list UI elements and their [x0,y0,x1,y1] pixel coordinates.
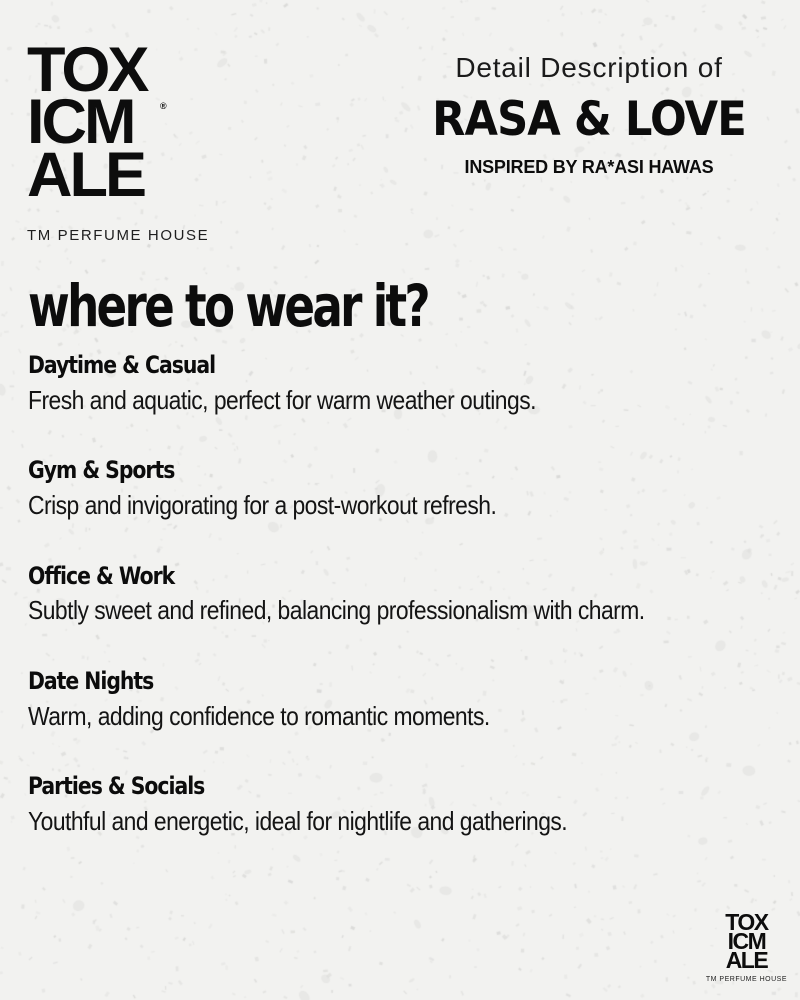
footer-logo-line-2: ICM [727,928,766,955]
section-gym-sports [28,456,768,521]
usage-sections [28,351,768,877]
brand-logo [27,35,209,210]
brand-logo-line-2: ICM [27,87,134,158]
section-daytime-casual [28,351,768,416]
footer-logo-line-3: ALE [725,947,768,974]
footer-tagline: TM PERFUME HOUSE [705,976,787,984]
section-title: Daytime & Casual [28,351,216,379]
section-description: Warm, adding confidence to romantic moments. [28,700,490,731]
section-title: Office & Work [28,561,175,590]
product-name: RASA & LOVE [432,92,746,147]
section-parties-socials [28,772,768,837]
section-office-work [28,562,768,627]
footer-brand [705,909,787,984]
section-title: Parties & Socials [28,772,205,801]
page-title: where to wear it? [28,272,428,340]
section-description: Youthful and energetic, ideal for nightlife and gatherings. [28,805,568,836]
brand-logo-line-3: ALE [27,139,144,210]
header-kicker: Detail Description of [455,52,723,83]
section-description: Fresh and aquatic, perfect for warm weather outings. [28,384,536,415]
section-description: Crisp and invigorating for a post-workout refresh. [28,490,497,521]
section-title: Gym & Sports [28,456,175,485]
footer-logo-line-1: TOX [725,909,768,935]
registered-trademark-icon: ® [160,101,167,111]
brand-tagline: TM PERFUME HOUSE [27,226,210,244]
section-date-nights [28,667,768,732]
product-subtitle: INSPIRED BY RA*ASI HAWAS [464,157,714,177]
header-title-block [416,52,762,178]
section-description: Subtly sweet and refined, balancing professionalism with charm. [28,595,645,626]
brand-logo-line-1: TOX [27,35,147,105]
section-title: Date Nights [28,666,154,695]
brand-block [27,35,210,244]
footer-logo [706,909,787,974]
